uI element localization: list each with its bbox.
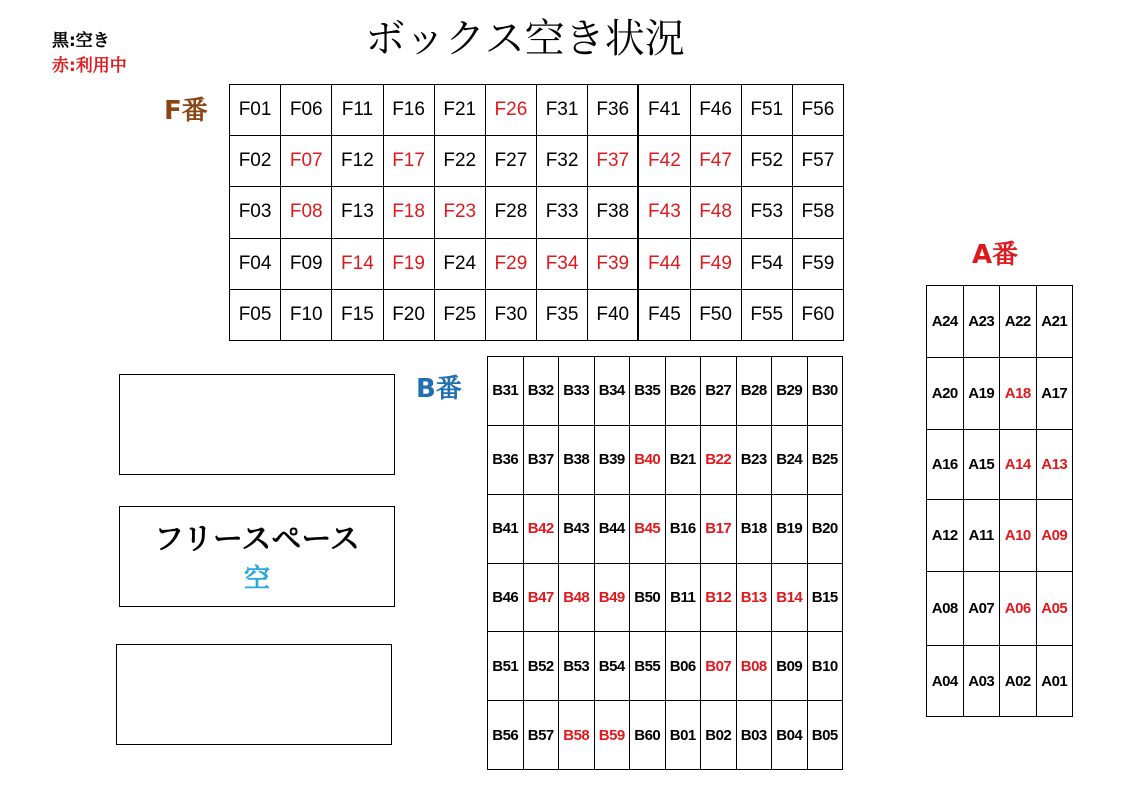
box-cell: A13: [1037, 430, 1074, 500]
box-cell: B40: [630, 426, 666, 495]
box-cell: A16: [927, 430, 964, 500]
section-f-label: F番: [164, 96, 208, 126]
box-cell: B44: [595, 495, 631, 564]
box-cell: B31: [488, 357, 524, 426]
box-cell: F45: [639, 290, 690, 341]
empty-area-bottom: [116, 644, 392, 745]
legend-in-use: 赤:利用中: [52, 56, 127, 76]
box-cell: B06: [666, 632, 702, 701]
box-cell: B14: [772, 564, 808, 633]
box-cell: B19: [772, 495, 808, 564]
box-cell: B22: [701, 426, 737, 495]
box-cell: F11: [332, 85, 383, 136]
box-cell: A03: [964, 646, 1001, 717]
box-cell: A17: [1037, 358, 1074, 430]
box-cell: A01: [1037, 646, 1074, 717]
box-cell: B11: [666, 564, 702, 633]
box-cell: B01: [666, 701, 702, 770]
box-cell: F55: [742, 290, 793, 341]
box-grid-f: [229, 84, 844, 341]
box-cell: F39: [588, 239, 639, 290]
box-cell: F49: [691, 239, 742, 290]
box-cell: B54: [595, 632, 631, 701]
box-cell: F38: [588, 187, 639, 238]
box-cell: B16: [666, 495, 702, 564]
box-cell: B30: [808, 357, 844, 426]
box-cell: F07: [281, 136, 332, 187]
box-cell: F34: [537, 239, 588, 290]
box-cell: A15: [964, 430, 1001, 500]
box-cell: F09: [281, 239, 332, 290]
box-cell: F33: [537, 187, 588, 238]
box-cell: A10: [1000, 500, 1037, 572]
box-cell: B18: [737, 495, 773, 564]
box-cell: A04: [927, 646, 964, 717]
box-cell: B28: [737, 357, 773, 426]
box-cell: B02: [701, 701, 737, 770]
box-cell: B51: [488, 632, 524, 701]
box-cell: F28: [486, 187, 537, 238]
box-cell: A05: [1037, 572, 1074, 646]
box-cell: A24: [927, 286, 964, 358]
box-grid-b: [487, 356, 843, 770]
box-cell: A11: [964, 500, 1001, 572]
section-a-label: A番: [972, 240, 1019, 270]
page-title: ボックス空き状況: [365, 16, 685, 62]
box-cell: F25: [435, 290, 486, 341]
section-b-label: B番: [416, 374, 462, 404]
box-cell: B35: [630, 357, 666, 426]
box-cell: F27: [486, 136, 537, 187]
box-cell: F42: [639, 136, 690, 187]
box-cell: B45: [630, 495, 666, 564]
box-cell: B37: [524, 426, 560, 495]
box-cell: F57: [793, 136, 844, 187]
box-cell: B53: [559, 632, 595, 701]
box-cell: F17: [384, 136, 435, 187]
box-cell: B17: [701, 495, 737, 564]
box-cell: F06: [281, 85, 332, 136]
box-cell: F29: [486, 239, 537, 290]
box-cell: B13: [737, 564, 773, 633]
box-cell: B43: [559, 495, 595, 564]
box-cell: B52: [524, 632, 560, 701]
box-cell: B32: [524, 357, 560, 426]
box-cell: B42: [524, 495, 560, 564]
box-cell: B57: [524, 701, 560, 770]
box-cell: F14: [332, 239, 383, 290]
box-cell: F44: [639, 239, 690, 290]
box-cell: B58: [559, 701, 595, 770]
box-cell: F20: [384, 290, 435, 341]
box-cell: F51: [742, 85, 793, 136]
box-cell: F01: [230, 85, 281, 136]
box-cell: F15: [332, 290, 383, 341]
box-cell: F48: [691, 187, 742, 238]
box-cell: F12: [332, 136, 383, 187]
free-space-title: フリースペース: [154, 522, 360, 557]
box-cell: A18: [1000, 358, 1037, 430]
box-cell: F50: [691, 290, 742, 341]
legend-available: 黒:空き: [52, 31, 110, 51]
box-cell: B08: [737, 632, 773, 701]
box-cell: B39: [595, 426, 631, 495]
box-cell: B24: [772, 426, 808, 495]
box-cell: F52: [742, 136, 793, 187]
box-cell: F24: [435, 239, 486, 290]
box-cell: B46: [488, 564, 524, 633]
box-cell: A21: [1037, 286, 1074, 358]
box-cell: F43: [639, 187, 690, 238]
box-cell: F05: [230, 290, 281, 341]
box-cell: F18: [384, 187, 435, 238]
box-cell: F08: [281, 187, 332, 238]
box-cell: F40: [588, 290, 639, 341]
box-cell: B50: [630, 564, 666, 633]
box-cell: A02: [1000, 646, 1037, 717]
box-cell: A20: [927, 358, 964, 430]
box-cell: F47: [691, 136, 742, 187]
box-cell: B05: [808, 701, 844, 770]
box-cell: B25: [808, 426, 844, 495]
box-cell: F10: [281, 290, 332, 341]
box-cell: F03: [230, 187, 281, 238]
box-cell: B04: [772, 701, 808, 770]
box-cell: A07: [964, 572, 1001, 646]
box-cell: F31: [537, 85, 588, 136]
box-cell: A22: [1000, 286, 1037, 358]
box-cell: B27: [701, 357, 737, 426]
box-cell: F30: [486, 290, 537, 341]
box-cell: B23: [737, 426, 773, 495]
box-cell: B60: [630, 701, 666, 770]
empty-area-top: [119, 374, 395, 475]
box-cell: A19: [964, 358, 1001, 430]
box-cell: B49: [595, 564, 631, 633]
box-cell: B10: [808, 632, 844, 701]
box-cell: F26: [486, 85, 537, 136]
box-cell: F53: [742, 187, 793, 238]
box-cell: F13: [332, 187, 383, 238]
box-cell: A12: [927, 500, 964, 572]
box-cell: A09: [1037, 500, 1074, 572]
box-cell: B41: [488, 495, 524, 564]
box-cell: F36: [588, 85, 639, 136]
box-cell: B56: [488, 701, 524, 770]
box-cell: F58: [793, 187, 844, 238]
box-cell: B55: [630, 632, 666, 701]
box-grid-a: [926, 285, 1073, 717]
box-cell: A23: [964, 286, 1001, 358]
box-cell: F37: [588, 136, 639, 187]
box-cell: B12: [701, 564, 737, 633]
box-cell: F16: [384, 85, 435, 136]
box-cell: B29: [772, 357, 808, 426]
box-cell: B47: [524, 564, 560, 633]
box-cell: F59: [793, 239, 844, 290]
box-cell: B34: [595, 357, 631, 426]
box-cell: F19: [384, 239, 435, 290]
box-cell: F54: [742, 239, 793, 290]
box-cell: B59: [595, 701, 631, 770]
box-cell: F22: [435, 136, 486, 187]
box-cell: F32: [537, 136, 588, 187]
box-cell: F21: [435, 85, 486, 136]
box-cell: F60: [793, 290, 844, 341]
box-cell: B33: [559, 357, 595, 426]
box-cell: F46: [691, 85, 742, 136]
box-cell: B15: [808, 564, 844, 633]
box-cell: B38: [559, 426, 595, 495]
box-cell: F23: [435, 187, 486, 238]
box-cell: B36: [488, 426, 524, 495]
box-cell: B20: [808, 495, 844, 564]
box-cell: B26: [666, 357, 702, 426]
box-cell: B07: [701, 632, 737, 701]
box-cell: F02: [230, 136, 281, 187]
box-cell: B03: [737, 701, 773, 770]
box-cell: B48: [559, 564, 595, 633]
box-cell: A06: [1000, 572, 1037, 646]
box-cell: A08: [927, 572, 964, 646]
box-cell: B09: [772, 632, 808, 701]
box-cell: F04: [230, 239, 281, 290]
box-cell: F56: [793, 85, 844, 136]
free-space-status: 空: [243, 564, 270, 594]
free-space-area: [119, 506, 395, 607]
box-cell: F41: [639, 85, 690, 136]
box-cell: A14: [1000, 430, 1037, 500]
box-cell: B21: [666, 426, 702, 495]
box-cell: F35: [537, 290, 588, 341]
